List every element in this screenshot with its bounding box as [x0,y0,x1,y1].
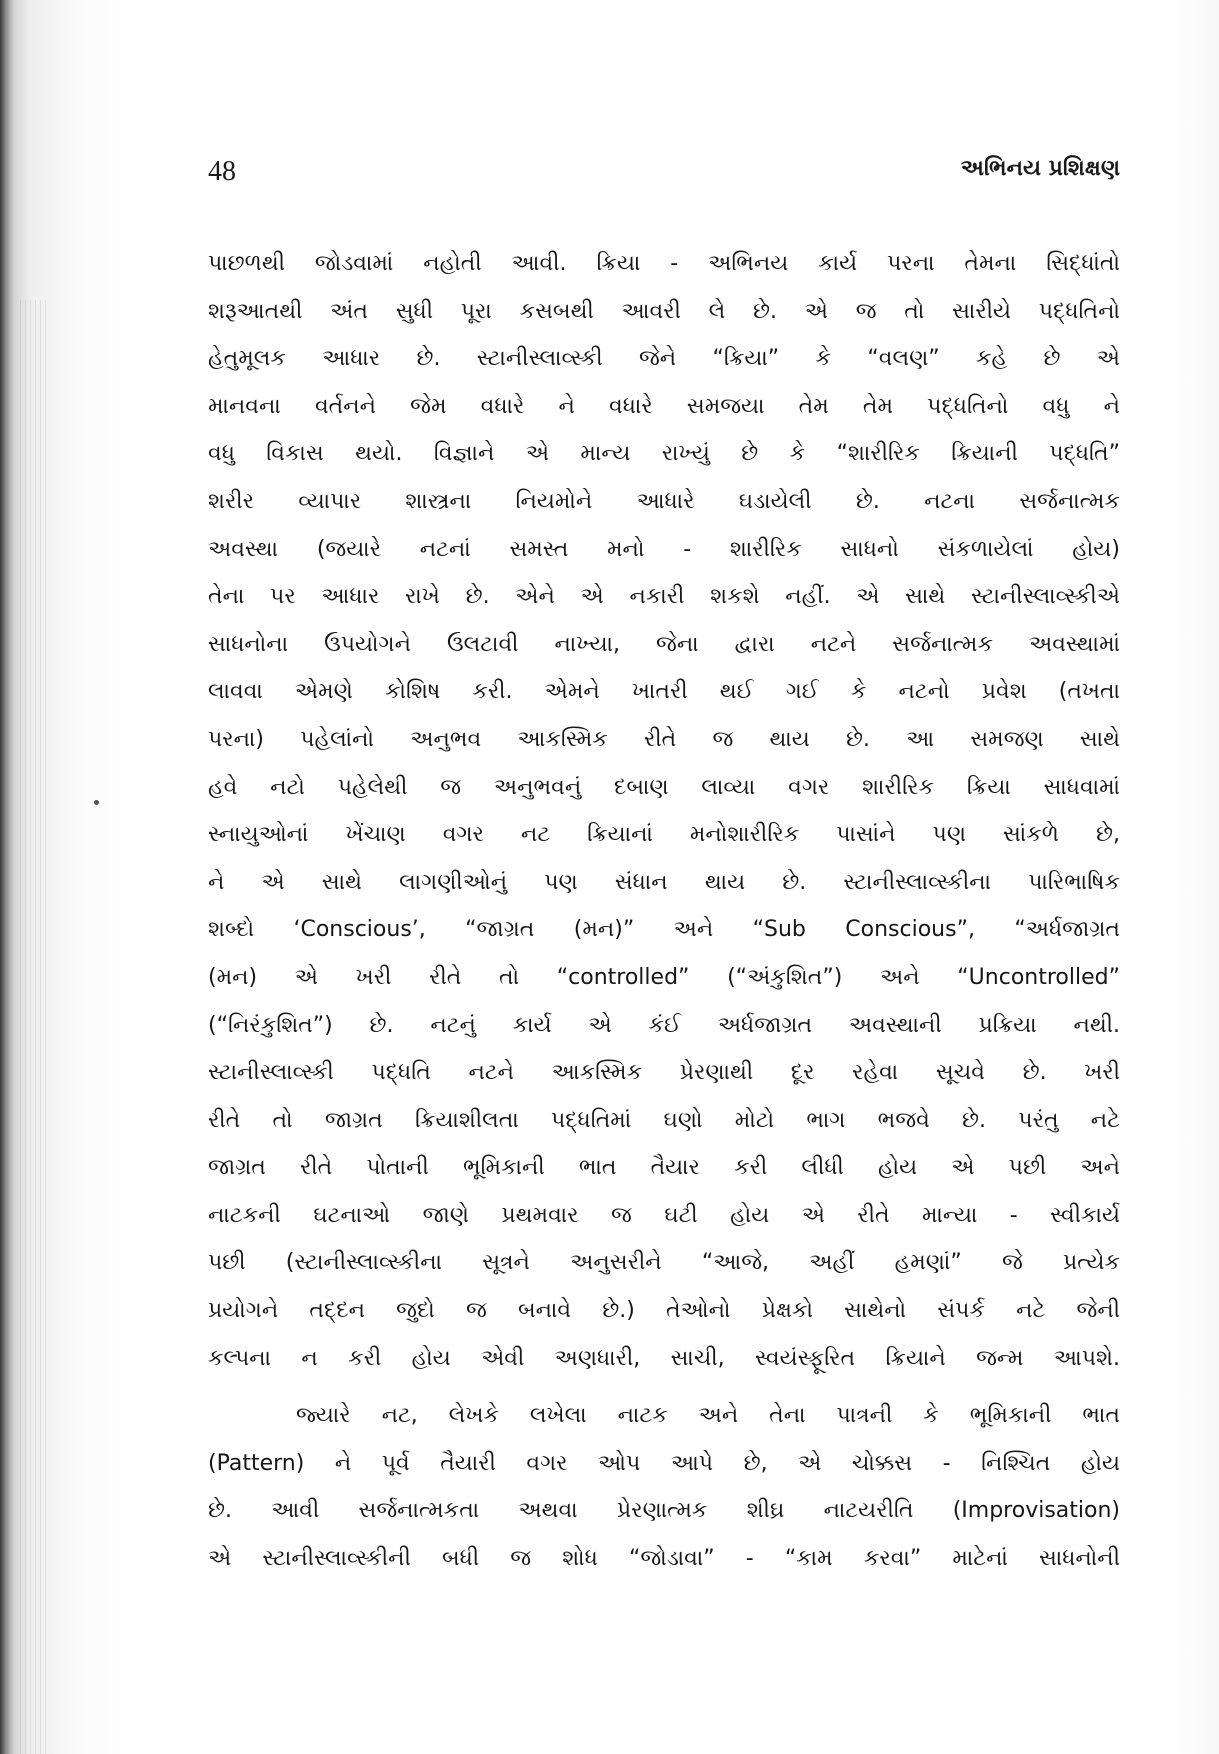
text-line: શબ્દો ‘Conscious’, “જાગ્રત (મન)” અને “Sub Conscious”, “અર્ધજાગ્રત [208,917,1120,943]
text-line: ને એ સાથે લાગણીઓનું પણ સંધાન થાય છે. સ્ટાનીસ્લાવ્સ્કીના પારિભાષિક [208,869,1120,895]
text-line: સ્ટાનીસ્લાવ્સ્કી પદ્ધતિ નટને આકસ્મિક પ્રેરણાથી દૂર રહેવા સૂચવે છે. ખરી [208,1060,1120,1086]
paragraph-2 [208,1392,1120,1582]
text-line: માનવના વર્તનને જેમ વધારે ને વધારે સમજયા તેમ તેમ પદ્ધતિનો વધુ ને [208,393,1120,419]
text-line: સાધનોના ઉપયોગને ઉલટાવી નાખ્યા, જેના દ્વારા નટને સર્જનાત્મક અવસ્થામાં [208,631,1120,657]
text-line: તેના પર આધાર રાખે છે. એને એ નકારી શકશે નહીં. એ સાથે સ્ટાનીસ્લાવ્સ્કીએ [208,584,1120,610]
text-line: (Pattern) ને પૂર્વ તૈયારી વગર ઓપ આપે છે, એ ચોક્કસ - નિશ્ચિત હોય [208,1450,1120,1476]
running-title: અભિનય પ્રશિક્ષણ [960,156,1120,181]
text-line: હવે નટો પહેલેથી જ અનુભવનું દબાણ લાવ્યા વગર શારીરિક ક્રિયા સાધવામાં [208,774,1120,800]
page-header [208,150,1120,200]
text-line: સ્નાયુઓનાં ખેંચાણ વગર નટ ક્રિયાનાં મનોશારીરિક પાસાંને પણ સાંકળે છે, [208,822,1120,848]
text-line: પછી (સ્ટાનીસ્લાવ્સ્કીના સૂત્રને અનુસરીને “આજે, અહીં હમણાં” જે પ્રત્યેક [208,1250,1120,1276]
page-number: 48 [208,156,236,187]
ink-speck [94,800,99,805]
text-line: જાગ્રત રીતે પોતાની ભૂમિકાની ભાત તૈયાર કરી લીધી હોય એ પછી અને [208,1155,1120,1181]
text-line: લાવવા એમણે કોશિષ કરી. એમને ખાતરી થઈ ગઈ કે નટનો પ્રવેશ (તખતા [208,679,1120,705]
text-line: પ્રયોગને તદ્દન જુદો જ બનાવે છે.) તેઓનો પ્રેક્ષકો સાથેનો સંપર્ક નટે જેની [208,1298,1120,1324]
text-line: શરીર વ્યાપાર શાસ્ત્રના નિયમોને આધારે ઘડાયેલી છે. નટના સર્જનાત્મક [208,488,1120,514]
text-line: (“નિરંકુશિત”) છે. નટનું કાર્ય એ કંઈ અર્ધજાગ્રત અવસ્થાની પ્રક્રિયા નથી. [208,1012,1120,1038]
text-line: (મન) એ ખરી રીતે તો “controlled” (“અંકુશિત”) અને “Uncontrolled” [208,964,1120,990]
page-edge-lines [20,300,50,1754]
text-line: પાછળથી જોડવામાં નહોતી આવી. ક્રિયા - અભિનય કાર્ય પરના તેમના સિદ્ધાંતો [208,251,1120,276]
text-line-indented: જ્યારે નટ, લેખકે લખેલા નાટક અને તેના પાત્રની કે ભૂમિકાની ભાત [296,1403,1120,1429]
paragraph-1 [208,240,1120,1382]
paragraph-gap [208,1382,1120,1392]
body-text [208,240,1120,1583]
text-line: પરના) પહેલાંનો અનુભવ આકસ્મિક રીતે જ થાય છે. આ સમજણ સાથે [208,726,1120,752]
text-line: છે. આવી સર્જનાત્મકતા અથવા પ્રેરણાત્મક શીઘ્ર નાટયરીતિ (Improvisation) [208,1498,1120,1524]
text-line: અવસ્થા (જયારે નટનાં સમસ્ત મનો - શારીરિક સાધનો સંકળાયેલાં હોય) [208,536,1120,562]
text-line: વધુ વિકાસ થયો. વિજ્ઞાને એ માન્ય રાખ્યું છે કે “શારીરિક ક્રિયાની પદ્ધતિ” [208,441,1120,467]
text-line: રીતે તો જાગ્રત ક્રિયાશીલતા પદ્ધતિમાં ઘણો મોટો ભાગ ભજવે છે. પરંતુ નટે [208,1107,1120,1133]
text-line: નાટકની ઘટનાઓ જાણે પ્રથમવાર જ ઘટી હોય એ રીતે માન્યા - સ્વીકાર્ય [208,1202,1120,1228]
text-line: એ સ્ટાનીસ્લાવ્સ્કીની બધી જ શોધ “જોડાવા” - “કામ કરવા” માટેનાં સાધનોની [208,1546,1120,1572]
text-line: હેતુમૂલક આધાર છે. સ્ટાનીસ્લાવ્સ્કી જેને “ક્રિયા” કે “વલણ” કહે છે એ [208,346,1120,372]
text-line: કલ્પના ન કરી હોય એવી અણધારી, સાચી, સ્વયંસ્ફૂરિત ક્રિયાને જન્મ આપશે. [208,1345,1120,1371]
text-line: શરૂઆતથી અંત સુધી પૂરા કસબથી આવરી લે છે. એ જ તો સારીયે પદ્ધતિનો [208,298,1120,324]
